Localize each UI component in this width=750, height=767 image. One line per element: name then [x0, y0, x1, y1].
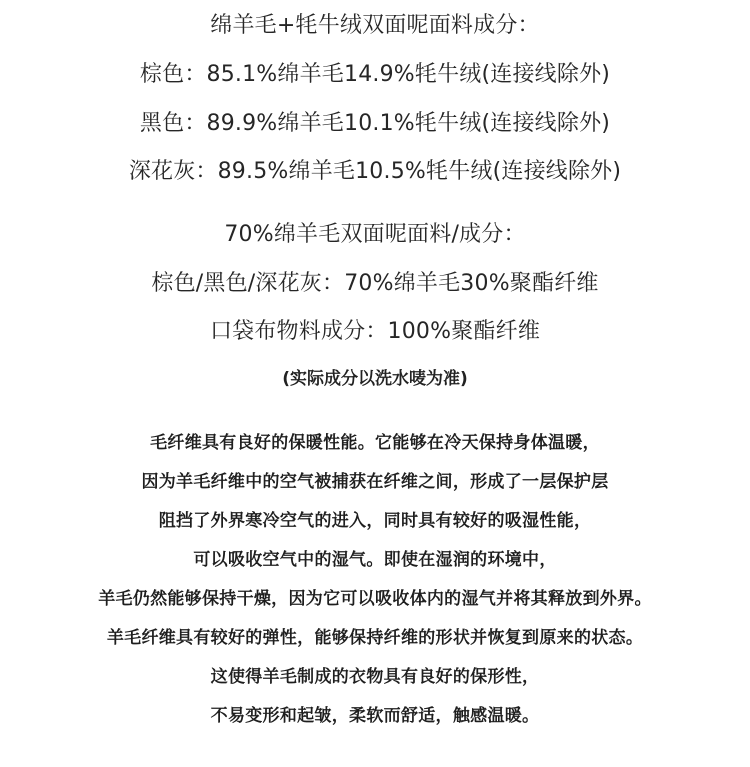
description-line: 可以吸收空气中的湿气。即使在湿润的环境中， [193, 550, 557, 570]
composition-black: 黑色：89.9%绵羊毛10.1%牦牛绒(连接线除外) [139, 111, 611, 136]
description-line: 这使得羊毛制成的衣物具有良好的保形性， [210, 667, 540, 687]
description-line: 阻挡了外界寒冷空气的进入，同时具有较好的吸湿性能， [158, 511, 592, 531]
composition-dark-heather-grey: 深花灰：89.5%绵羊毛10.5%牦牛绒(连接线除外) [128, 159, 622, 184]
description-line: 不易变形和起皱，柔软而舒适，触感温暖。 [210, 706, 540, 726]
composition-all-colors: 棕色/黑色/深花灰：70%绵羊毛30%聚酯纤维 [151, 271, 599, 296]
composition-note: (实际成分以洗水唛为准) [282, 369, 468, 389]
description-line: 羊毛仍然能够保持干燥，因为它可以吸收体内的湿气并将其释放到外界。 [98, 589, 652, 609]
composition-brown: 棕色：85.1%绵羊毛14.9%牦牛绒(连接线除外) [139, 62, 611, 87]
description-line: 因为羊毛纤维中的空气被捕获在纤维之间，形成了一层保护层 [141, 472, 609, 492]
section-1-title: 绵羊毛+牦牛绒双面呢面料成分： [210, 13, 540, 38]
section-2-title: 70%绵羊毛双面呢面料/成分： [224, 222, 526, 247]
description-line: 羊毛纤维具有较好的弹性，能够保持纤维的形状并恢复到原来的状态。 [106, 628, 644, 648]
description-line: 毛纤维具有良好的保暖性能。它能够在冷天保持身体温暖， [150, 433, 600, 453]
composition-pocket-lining: 口袋布物料成分：100%聚酯纤维 [209, 319, 541, 344]
